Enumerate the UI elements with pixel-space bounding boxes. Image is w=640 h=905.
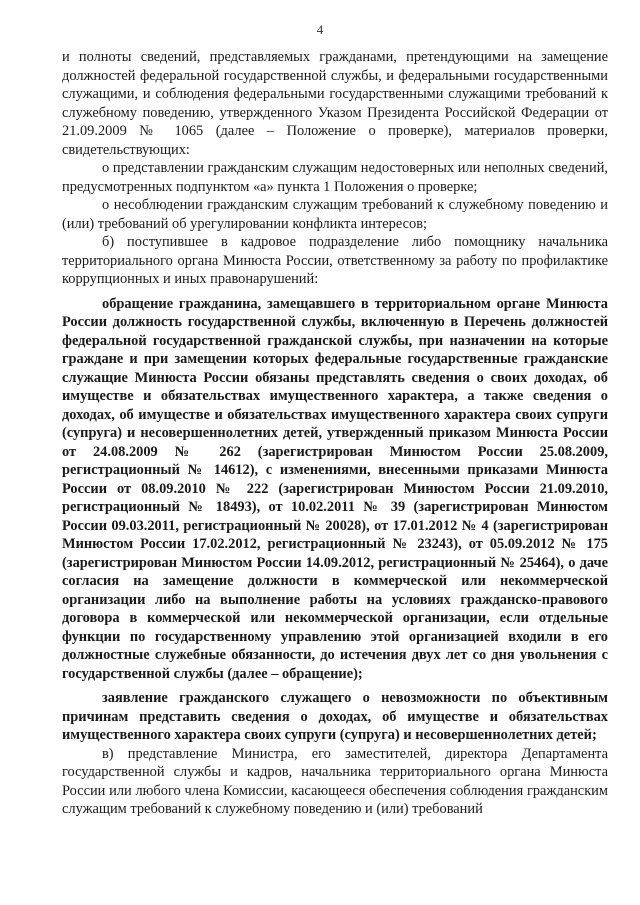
paragraph-item-b: б) поступившее в кадровое подразделение либо помощнику начальника территориального органа Минюста России, ответственному за работу по профилактике коррупционных и иных правонарушений: (62, 234, 608, 287)
document-body (62, 48, 608, 819)
paragraph-servant-statement: заявление гражданского служащего о невозможности по объективным причинам представить сведения о доходах, об имуществе и обязательствах имущественного характера своих супруги (супруга) и несовершеннолетних детей; (62, 690, 608, 743)
paragraph-intro-continuation: и полноты сведений, представляемых гражданами, претендующими на замещение должностей федеральной государственной службы, и федеральными государственными служащими, и соблюдения федеральными государственными служащими требований к служебному поведению, утвержденного Указом Президента Российской Федерации от 21.09.2009 № 1065 (далее – Положение о проверке), материалов проверки, свидетельствующих: (62, 49, 608, 158)
paragraph-false-information: о представлении гражданским служащим недостоверных или неполных сведений, предусмотренных подпунктом «а» пункта 1 Положения о проверке; (62, 160, 608, 195)
page-number: 4 (316, 22, 324, 37)
paragraph-citizen-appeal: обращение гражданина, замещавшего в территориальном органе Минюста России должность государственной службы, включенную в Перечень должностей федеральной государственной гражданской службы, при назначении на которые граждане и при замещении которых федеральные государственные гражданские служащие Минюста России обязаны представлять сведения о своих доходах, об имуществе и обязательствах имущественного характера, а также сведения о доходах, об имуществе и обязательствах имущественного характера своих супруги (супруга) и несовершеннолетних детей, утвержденный приказом Минюста России от 24.08.2009 № 262 (зарегистрирован Минюстом России 25.08.2009, регистрационный № 14612), с изменениями, внесенными приказами Минюста России от 08.09.2010 № 222 (зарегистрирован Минюстом России 21.09.2010, регистрационный № 18493), от 10.02.2011 № 39 (зарегистрирован Минюстом России 09.03.2011, регистрационный № 20028), от 17.01.2012 № 4 (зарегистрирован Минюстом России 17.02.2012, регистрационный № 23243), от 05.09.2012 № 175 (зарегистрирован Минюстом России 14.09.2012, регистрационный № 25464), о даче согласия на замещение должности в коммерческой или некоммерческой организации либо на выполнение работы на условиях гражданско-правового договора в коммерческой или некоммерческой организации, если отдельные функции по государственному управлению этой организацией входили в его должностные служебные обязанности, до истечения двух лет со дня увольнения с государственной службы (далее – обращение); (62, 295, 608, 682)
paragraph-item-v: в) представление Министра, его заместителей, директора Департамента государственной службы и кадров, начальника территориального органа Минюста России или любого члена Комиссии, касающееся обеспечения соблюдения гражданским служащим требований к служебному поведению и (или) требований (62, 745, 608, 817)
paragraph-non-compliance: о несоблюдении гражданским служащим требований к служебному поведению и (или) требований об урегулировании конфликта интересов; (62, 197, 608, 232)
